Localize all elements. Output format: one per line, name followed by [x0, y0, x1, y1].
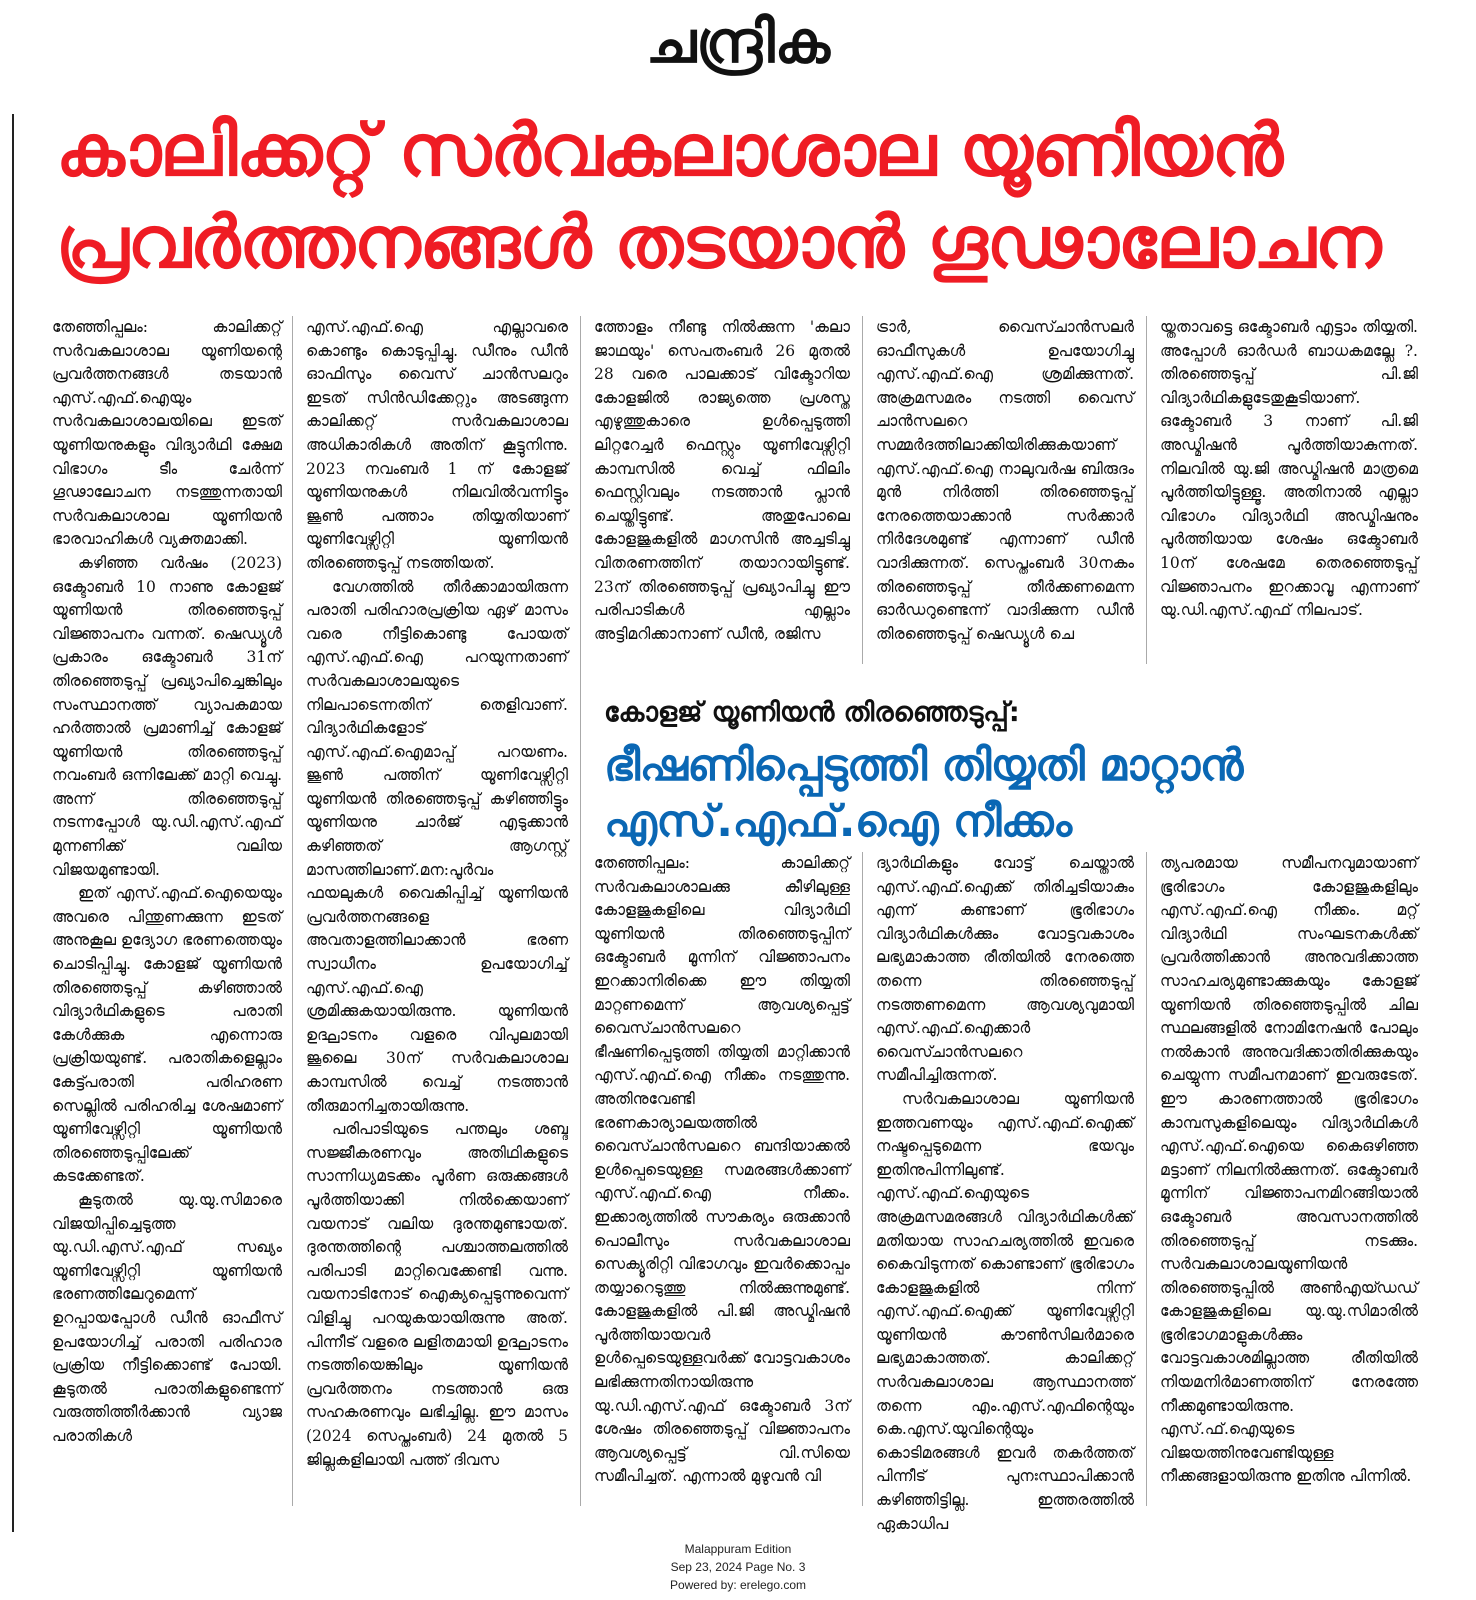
edition-label: Malappuram Edition	[684, 1542, 792, 1556]
story2-column-1	[594, 852, 850, 1508]
left-margin-rule	[12, 114, 14, 1532]
column-divider	[292, 316, 293, 1506]
story1-column-3	[594, 316, 850, 664]
column-divider	[1146, 316, 1147, 664]
paragraph: ത്തോളം നീണ്ടു നിൽക്കുന്ന 'കലാ ജാഥയും' സെപതംബർ 26 മുതൽ 28 വരെ പാലക്കാട് വിക്ടോറിയ കോളജിൽ രാജ്യത്തെ പ്രശസ്ത എഴുത്തുകാരെ ഉൾപ്പെടുത്തി ലിറ്ററേച്ചർ ഫെസ്റ്റും യൂണിവേഴ്സിറ്റി കാമ്പസിൽ വെച്ച് ഫിലിം ഫെസ്റ്റിവലും നടത്താൻ പ്ലാൻ ചെയ്തിട്ടുണ്ട്. അതുപോലെ കോളജുകളിൽ മാഗസിൻ അച്ചടിച്ചു വിതരണത്തിന് തയാറായിട്ടുണ്ട്. 23ന് തിരഞ്ഞെടുപ്പ് പ്രഖ്യാപിച്ചു ഈ പരിപാടികൾ എല്ലാം അട്ടിമറിക്കാനാണ് ഡീൻ, രജിസ	[594, 318, 850, 643]
paragraph: യ്തതാവട്ടെ ഒക്ടോബർ എട്ടാം തിയ്യതി. അപ്പോൾ ഓർഡർ ബാധകമല്ലേ ?. തിരഞ്ഞെടുപ്പ് പി.ജി വിദ്യാർഥികളുടേതുകൂടിയാണ്. ഒക്ടോബർ 3 നാണ് പി.ജി അഡ്മിഷൻ പൂർത്തിയാകുന്നത്. നിലവിൽ യു.ജി അഡ്മിഷൻ മാത്രമെ പൂർത്തിയിട്ടുള്ളൂ. അതിനാൽ എല്ലാ വിഭാഗം വിദ്യാർഥി അഡ്മിഷനും പൂർത്തിയായ ശേഷം ഒക്ടോബർ 10ന് ശേഷമേ തെരഞ്ഞെടുപ്പ് വിജ്ഞാപനം ഇറക്കാവൂ എന്നാണ് യു.ഡി.എസ്.എഫ് നിലപാട്.	[1160, 318, 1418, 620]
story1-column-5	[1160, 316, 1418, 664]
paragraph: ദ്യാർഥികളും വോട്ട് ചെയ്താൽ എസ്.എഫ്.ഐക്ക് തിരിച്ചടിയാകും എന്ന് കണ്ടാണ് ഭൂരിഭാഗം വിദ്യാർഥികൾക്കും വോട്ടവകാശം ലഭ്യമാകാത്ത രീതിയിൽ നേരത്തെ തന്നെ തിരഞ്ഞെടുപ്പ് നടത്തണമെന്ന ആവശ്യവുമായി എസ്.എഫ്.ഐക്കാർ വൈസ്ചാൻസലറെ സമീപിച്ചിരുന്നത്.	[876, 854, 1134, 1085]
story2-headline: ഭീഷണിപ്പെടുത്തി തിയ്യതി മാറ്റാൻ എസ്.എഫ്.ഐ നീക്കം	[604, 740, 1243, 847]
paragraph: കൂടുതൽ യു.യു.സിമാരെ വിജയിപ്പിച്ചെടുത്ത യു.ഡി.എസ്.എഫ് സഖ്യം യൂണിവേഴ്സിറ്റി യൂണിയൻ ഭരണത്തിലേറുമെന്ന് ഉറപ്പായപ്പോൾ ഡീൻ ഓഫീസ് ഉപയോഗിച്ച് പരാതി പരിഹാര പ്രക്രിയ നീട്ടിക്കൊണ്ട് പോയി. കൂടുതൽ പരാതികളുണ്ടെന്ന് വരുത്തിത്തീർക്കാൻ വ്യാജ പരാതികൾ	[52, 1190, 282, 1445]
story2-kicker: കോളജ് യൂണിയൻ തിരഞ്ഞെടുപ്പ്:	[604, 697, 1020, 728]
date-page-label: Sep 23, 2024 Page No. 3	[670, 1560, 806, 1574]
column-divider	[862, 852, 863, 1506]
paragraph: തേഞ്ഞിപ്പലം: കാലിക്കറ്റ് സർവകലാശാലക്കു കീഴിലുള്ള കോളജുകളിലെ വിദ്യാർഥി യൂണിയൻ തിരഞ്ഞെടുപ്പിന് ഒക്ടോബർ മൂന്നിന് വിജ്ഞാപനം ഇറക്കാനിരിക്കെ ഈ തിയ്യതി മാറ്റണമെന്ന് ആവശ്യപ്പെട്ട് വൈസ്ചാൻസലറെ ഭീഷണിപ്പെടുത്തി തിയ്യതി മാറ്റിക്കാൻ എസ്.എഫ്.ഐ നീക്കം നടത്തുന്നു. അതിനുവേണ്ടി ഭരണകാര്യാലയത്തിൽ വൈസ്ചാൻസലറെ ബന്ദിയാക്കൽ ഉൾപ്പെടെയുള്ള സമരങ്ങൾക്കാണ് എസ്.എഫ്.ഐ നീക്കം. ഇക്കാര്യത്തിൽ സൗകര്യം ഒരുക്കാൻ പൊലീസും സർവകലാശാല സെക്യൂരിറ്റി വിഭാഗവും ഇവർക്കൊപ്പം തയ്യാറെടുത്തു നിൽക്കുന്നുമുണ്ട്. കോളജുകളിൽ പി.ജി അഡ്മിഷൻ പൂർത്തിയായവർ ഉൾപ്പെടെയുള്ളവർക്ക് വോട്ടവകാശം ലഭിക്കുന്നതിനായിരുന്നു യു.ഡി.എസ്.എഫ് ഒക്ടോബർ 3ന് ശേഷം തിരഞ്ഞെടുപ്പ് വിജ്ഞാപനം ആവശ്യപ്പെട്ട് വി.സിയെ സമീപിച്ചത്. എന്നാൽ മുഴുവൻ വി	[594, 854, 850, 1486]
paragraph: ത്യപരമായ സമീപനവുമായാണ് ഭൂരിഭാഗം കോളജുകളിലും എസ്.എഫ്.ഐ നീക്കം. മറ്റ് വിദ്യാർഥി സംഘടനകൾക്ക് പ്രവർത്തിക്കാൻ അനുവദിക്കാത്ത സാഹചര്യമുണ്ടാക്കുകയും കോളജ് യൂണിയൻ തിരഞ്ഞെടുപ്പിൽ ചില സ്ഥലങ്ങളിൽ നോമിനേഷൻ പോലും നൽകാൻ അനുവദിക്കാതിരിക്കുകയും ചെയ്യുന്ന സമീപനമാണ് ഇവരുടേത്. ഈ കാരണത്താൽ ഭൂരിഭാഗം കാമ്പസുകളിലെയും വിദ്യാർഥികൾ എസ്.എഫ്.ഐയെ കൈഒഴിഞ്ഞ മട്ടാണ് നിലനിൽക്കുന്നത്. ഒക്ടോബർ മൂന്നിന് വിജ്ഞാപനമിറങ്ങിയാൽ ഒക്ടോബർ അവസാനത്തിൽ തിരഞ്ഞെടുപ്പ് നടക്കും. സർവകലാശാലയൂണിയൻ തിരഞ്ഞെടുപ്പിൽ അൺഎയ്ഡഡ് കോളജുകളിലെ യു.യു.സിമാരിൽ ഭൂരിഭാഗമാളുകൾക്കും വോട്ടവകാശമില്ലാത്ത രീതിയിൽ നിയമനിർമാണത്തിന് നേരത്തേ നീക്കമുണ്ടായിരുന്നു. എസ്.ഫ്.ഐയുടെ വിജയത്തിനുവേണ്ടിയുള്ള നീക്കങ്ങളായിരുന്നു ഇതിനു പിന്നിൽ.	[1160, 854, 1418, 1486]
paragraph: വേഗത്തിൽ തീർക്കാമായിരുന്ന പരാതി പരിഹാരപ്രക്രിയ ഏഴ് മാസം വരെ നീട്ടികൊണ്ടു പോയത് എസ്.എഫ്.ഐ പറയുന്നതാണ് സർവകലാശാലയുടെ നിലപാടെന്നതിന് തെളിവാണ്. വിദ്യാർഥികളോട് എസ്.എഫ്.ഐമാപ്പ് പറയണം. ജൂൺ പത്തിന് യൂണിവേഴ്സിറ്റി യൂണിയൻ തിരഞ്ഞെടുപ്പ് കഴിഞ്ഞിട്ടും യൂണിയനു ചാർജ് എടുക്കാൻ കഴിഞ്ഞത് ആഗസ്റ്റ് മാസത്തിലാണ്.മന:പൂർവം ഫയലുകൾ വൈകിപ്പിച്ച് യൂണിയൻ പ്രവർത്തനങ്ങളെ അവതാളത്തിലാക്കാൻ ഭരണ സ്വാധീനം ഉപയോഗിച്ച് എസ്.എഫ്.ഐ ശ്രമിക്കുകയായിരുന്നു. യൂണിയൻ ഉദ്ഘാടനം വളരെ വിപുലമായി ജൂലൈ 30ന് സർവകലാശാല കാമ്പസിൽ വെച്ച് നടത്താൻ തീരുമാനിച്ചതായിരുന്നു.	[306, 577, 568, 1115]
paragraph: പരിപാടിയുടെ പന്തലും ശബ്ദ സജ്ജീകരണവും അതിഥികളുടെ സാന്നിധ്യമടക്കം പൂർണ ഒരുക്കങ്ങൾ പൂർത്തിയാക്കി നിൽക്കെയാണ് വയനാട് വലിയ ദുരന്തമുണ്ടായത്. ദുരന്തത്തിന്റെ പശ്ചാത്തലത്തിൽ പരിപാടി മാറ്റിവെക്കേണ്ടി വന്നു. വയനാടിനോട് ഐക്യപ്പെടുന്നുവെന്ന് വിളിച്ചു പറയുകയായിരുന്നു അത്. പിന്നീട് വളരെ ലളിതമായി ഉദ്ഘാടനം നടത്തിയെങ്കിലും യൂണിയൻ പ്രവർത്തനം നടത്താൻ ഒരു സഹകരണവും ലഭിച്ചില്ല. ഈ മാസം (2024 സെപ്തംബർ) 24 മുതൽ 5 ജില്ലകളിലായി പത്ത് ദിവസ	[306, 1120, 568, 1469]
paragraph: ഇത് എസ്.എഫ്.ഐയെയും അവരെ പിന്തുണക്കുന്ന ഇടത് അനുകൂല ഉദ്യോഗ ഭരണത്തെയും ചൊടിപ്പിച്ചു. കോളജ് യൂണിയൻ തിരഞ്ഞെടുപ്പ് കഴിഞ്ഞാൽ വിദ്യാർഥികളുടെ പരാതി കേൾക്കുക എന്നൊരു പ്രക്രിയയുണ്ട്. പരാതികളെല്ലാം കേട്ട്പരാതി പരിഹരണ സെല്ലിൽ പരിഹരിച്ച ശേഷമാണ് യൂണിവേഴ്സിറ്റി യൂണിയൻ തിരഞ്ഞെടുപ്പിലേക്ക് കടക്കേണ്ടത്.	[52, 884, 282, 1186]
paragraph: തേഞ്ഞിപ്പലം: കാലിക്കറ്റ് സർവകലാശാല യൂണിയന്റെ പ്രവർത്തനങ്ങൾ തടയാൻ എസ്.എഫ്.ഐയും സർവകലാശാലയിലെ ഇടത് യൂണിയനുകളും വിദ്യാർഥി ക്ഷേമ വിഭാഗം ടീം ചേർന്ന് ഗൂഢാലോചന നടത്തുന്നതായി സർവകലാശാല യൂണിയൻ ഭാരവാഹികൾ വ്യക്തമാക്കി.	[52, 318, 282, 549]
column-divider	[862, 316, 863, 664]
story2-column-2	[876, 852, 1134, 1533]
paragraph: എസ്.എഫ്.ഐ എല്ലാവരെ കൊണ്ടും കൊടുപ്പിച്ചു. ഡീനും ഡീൻ ഓഫിസും വൈസ് ചാൻസലറും ഇടത് സിൻഡിക്കേറ്റും അടങ്ങുന്ന കാലിക്കറ്റ് സർവകലാശാല അധികാരികൾ അതിന് കൂട്ടുനിന്നു. 2023 നവംബർ 1 ന് കോളജ് യൂണിയനുകൾ നിലവിൽവന്നിട്ടും ജൂൺ പത്താം തിയ്യതിയാണ് യൂണിവേഴ്സിറ്റി യൂണിയൻ തിരഞ്ഞെടുപ്പ് നടത്തിയത്.	[306, 318, 568, 572]
page-footer	[0, 1540, 1476, 1594]
story1-column-4	[876, 316, 1134, 664]
story1-column-1	[52, 316, 282, 1508]
story2-column-3	[1160, 852, 1418, 1508]
powered-by-link[interactable]: Powered by: erelego.com	[669, 1578, 807, 1592]
paragraph: സർവകലാശാല യൂണിയൻ ഇത്തവണയും എസ്.എഫ്.ഐക്ക് നഷ്ടപ്പെടുമെന്ന ഭയവും ഇതിനുപിന്നിലുണ്ട്. എസ്.എഫ്.ഐയുടെ അക്രമസമരങ്ങൾ വിദ്യാർഥികൾക്ക് മതിയായ സാഹചര്യത്തിൽ ഇവരെ കൈവിടുന്നത് കൊണ്ടാണ് ഭൂരിഭാഗം കോളജുകളിൽ നിന്ന് എസ്.എഫ്.ഐക്ക് യൂണിവേഴ്സിറ്റി യൂണിയൻ കൗൺസിലർമാരെ ലഭ്യമാകാത്തത്. കാലിക്കറ്റ് സർവകലാശാല ആസ്ഥാനത്ത് തന്നെ എം.എസ്.എഫിന്റെയും കെ.എസ്.യുവിന്റെയും കൊടിമരങ്ങൾ ഇവർ തകർത്തത് പിന്നീട് പുനഃസ്ഥാപിക്കാൻ കഴിഞ്ഞിട്ടില്ല. ഇത്തരത്തിൽ ഏകാധിപ	[876, 1089, 1134, 1533]
column-divider	[1146, 852, 1147, 1506]
paragraph: ട്രാർ, വൈസ്ചാൻസലർ ഓഫീസുകൾ ഉപയോഗിച്ചു എസ്.എഫ്.ഐ ശ്രമിക്കുന്നത്. അക്രമസമരം നടത്തി വൈസ് ചാൻസലറെ സമ്മർദത്തിലാക്കിയിരിക്കുകയാണ് എസ്.എഫ്.ഐ നാലുവർഷ ബിരുദം മുൻ നിർത്തി തിരഞ്ഞെടുപ്പ് നേരത്തെയാക്കാൻ സർക്കാർ നിർദേശമുണ്ട് എന്നാണ് ഡീൻ വാദിക്കുന്നത്. സെപ്തംബർ 30നകം തിരഞ്ഞെടുപ്പ് തീർക്കണമെന്ന ഓർഡറുണ്ടെന്ന് വാദിക്കുന്ന ഡീൻ തിരഞ്ഞെടുപ്പ് ഷെഡ്യൂൾ ചെ	[876, 318, 1134, 643]
main-headline: കാലിക്കറ്റ് സർവകലാശാല യൂണിയൻ പ്രവർത്തനങ്ങൾ തടയാൻ ഗൂഢാലോചന	[56, 108, 1381, 284]
column-divider	[580, 316, 581, 1506]
story1-column-2	[306, 316, 568, 1508]
masthead-logo: ചന്ദ്രിക	[645, 8, 831, 76]
paragraph: കഴിഞ്ഞ വർഷം (2023) ഒക്ടോബർ 10 നാണു കോളജ് യൂണിയൻ തിരഞ്ഞെടുപ്പ് വിജ്ഞാപനം വന്നത്. ഷെഡ്യൂൾ പ്രകാരം ഒക്ടോബർ 31ന് തിരഞ്ഞെടുപ്പ് പ്രഖ്യാപിച്ചെങ്കിലും സംസ്ഥാനത്ത് വ്യാപകമായ ഹർത്താൽ പ്രമാണിച്ച് കോളജ് യൂണിയൻ തിരഞ്ഞെടുപ്പ് നവംബർ ഒന്നിലേക്ക് മാറ്റി വെച്ചു. അന്ന് തിരഞ്ഞെടുപ്പ് നടന്നപ്പോൾ യു.ഡി.എസ്.എഫ് മുന്നണിക്ക് വലിയ വിജയമുണ്ടായി.	[52, 553, 282, 879]
